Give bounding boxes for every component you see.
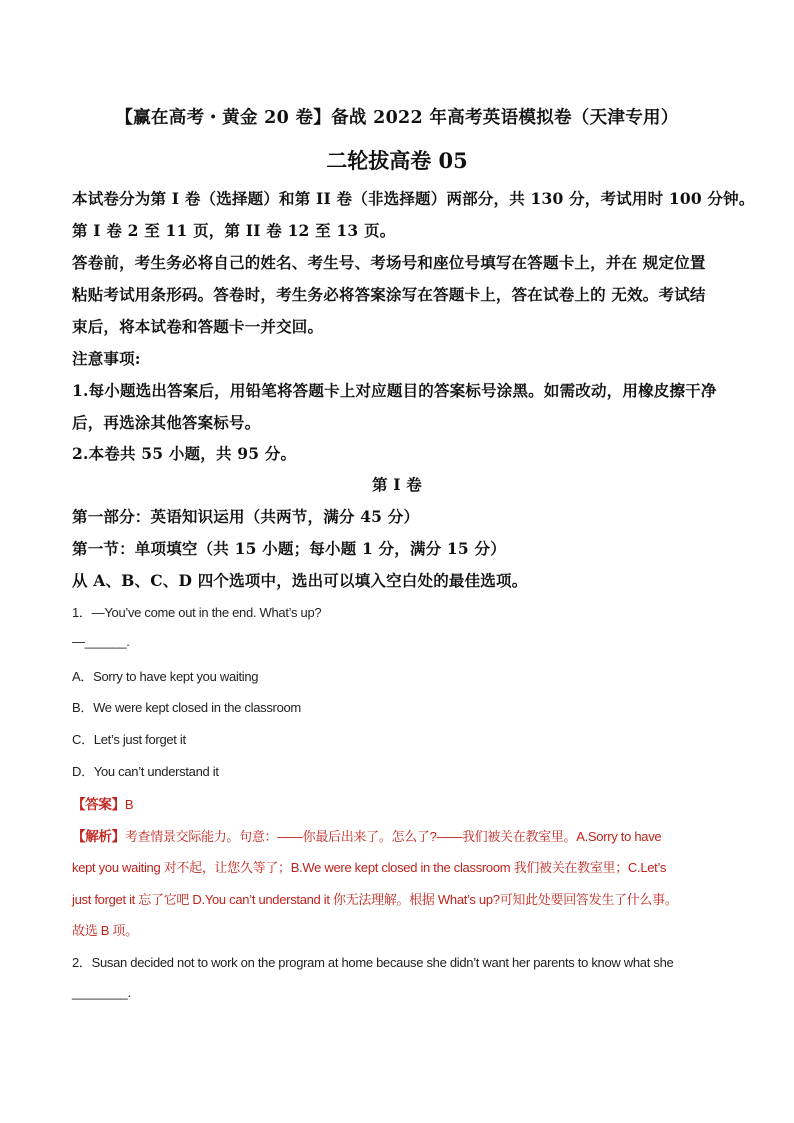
question-1-option-d: D．You can’t understand it	[72, 764, 219, 779]
question-1-option-c: C．Let’s just forget it	[72, 732, 186, 747]
notes-item-1b: 后，再选涂其他答案标号。	[72, 413, 261, 432]
exam-title: 【赢在高考・黄金 20 卷】备战 2022 年高考英语模拟卷（天津专用）	[115, 108, 679, 128]
analysis-tag: 【解析】	[72, 829, 125, 845]
instruction-text: 从 A、B、C、D 四个选项中，选出可以填入空白处的最佳选项。	[72, 571, 528, 590]
intro-line-2: 第 I 卷 2 至 11 页，第 II 卷 12 至 13 页。	[72, 221, 396, 240]
question-1-blank: —______.	[72, 634, 130, 649]
section-heading: 第一节：单项填空（共 15 小题；每小题 1 分，满分 15 分）	[72, 539, 506, 558]
answer-value: B	[124, 797, 134, 812]
answer-line	[72, 793, 133, 813]
question-2-blank: ________.	[72, 985, 131, 1000]
question-2-stem: 2．Susan decided not to work on the program at home because she didn’t want her parents to know what she	[72, 955, 674, 970]
answer-tag: 【答案】	[72, 797, 125, 813]
analysis-line-3: just forget it 忘了它吧 D.You can’t understand it 你无法理解。根据 What’s up?可知此处要回答发生了什么事。	[72, 892, 678, 907]
analysis-line-1	[72, 825, 661, 845]
notes-item-1a: 1.每小题选出答案后，用铅笔将答题卡上对应题目的答案标号涂黑。如需改动，用橡皮擦干净	[72, 381, 717, 400]
exam-subtitle: 二轮拔高卷 05	[326, 148, 468, 173]
intro-line-5: 束后，将本试卷和答题卡一并交回。	[72, 317, 324, 336]
question-1-stem: 1．—You’ve come out in the end. What’s up?	[72, 605, 322, 620]
part-heading: 第一部分：英语知识运用（共两节，满分 45 分）	[72, 507, 420, 526]
question-1-option-a: A．Sorry to have kept you waiting	[72, 669, 259, 684]
analysis-line-4: 故选 B 项。	[72, 923, 138, 938]
analysis-line-2: kept you waiting 对不起，让您久等了；B.We were kept closed in the classroom 我们被关在教室里；C.Let’s	[72, 860, 667, 875]
notes-heading: 注意事项:	[72, 349, 141, 368]
intro-line-3: 答卷前，考生务必将自己的姓名、考生号、考场号和座位号填写在答题卡上，并在 规定位置	[72, 253, 706, 272]
notes-item-2: 2.本卷共 55 小题，共 95 分。	[72, 444, 297, 463]
volume-heading: 第 I 卷	[371, 475, 423, 494]
intro-line-1: 本试卷分为第 I 卷（选择题）和第 II 卷（非选择题）两部分，共 130 分，考试用时 100 分钟。	[72, 189, 755, 208]
analysis-text-1: 考查情景交际能力。句意：——你最后出来了。怎么了?——我们被关在教室里。A.Sorry to have	[124, 829, 662, 844]
question-1-option-b: B．We were kept closed in the classroom	[72, 700, 301, 715]
intro-line-4: 粘贴考试用条形码。答卷时，考生务必将答案涂写在答题卡上，答在试卷上的 无效。考试结	[72, 285, 706, 304]
